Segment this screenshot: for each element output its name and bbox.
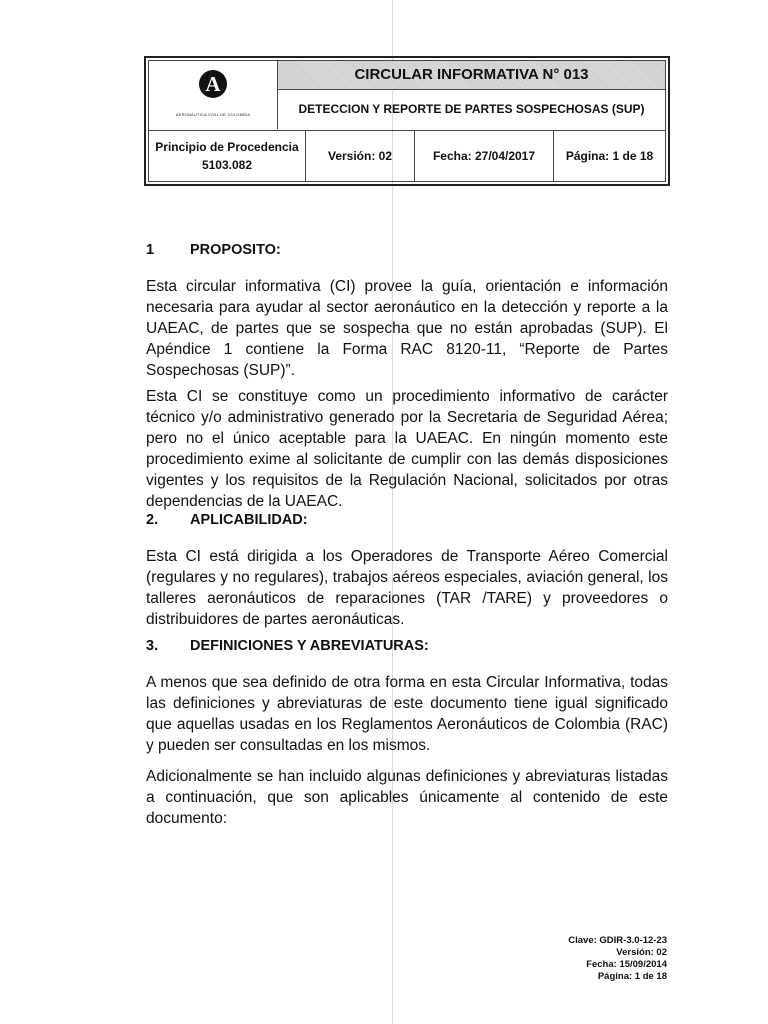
section-title: DEFINICIONES Y ABREVIATURAS:: [190, 638, 429, 654]
section-heading-proposito: [146, 242, 281, 258]
section-title: PROPOSITO:: [190, 242, 281, 258]
section-number: 1: [146, 242, 155, 258]
paragraph: Adicionalmente se han incluido algunas definiciones y abreviaturas listadas a continuación, que son aplicables únicamente al contenido de este documento:: [146, 768, 668, 827]
document-footer: [568, 935, 667, 983]
paragraph: Esta circular informativa (CI) provee la guía, orientación e información necesaria para ayudar al sector aeronáutico en la detección y reporte a la UAEAC, de partes que se sospecha que no están aprobadas (SUP). El Apéndice 1 contiene la Forma RAC 8120-11, “Reporte de Partes Sospechosas (SUP)”.: [146, 278, 668, 379]
document-subtitle: DETECCION Y REPORTE DE PARTES SOSPECHOSAS (SUP): [298, 102, 645, 116]
page-cell: Página: 1 de 18: [565, 149, 654, 163]
version-cell: Versión: 02: [306, 131, 415, 181]
logo-cell: [149, 61, 278, 129]
principle-cell: [149, 131, 306, 181]
paragraph: Esta CI está dirigida a los Operadores de Transporte Aéreo Comercial (regulares y no regulares), trabajos aéreos especiales, aviación general, los talleres aeronáuticos de reparaciones (TAR /TARE) y proveedores o distribuidores de partes aeronáuticas.: [146, 548, 668, 628]
section-number: 3.: [146, 638, 159, 654]
document-title: CIRCULAR INFORMATIVA N° 013: [278, 61, 665, 90]
section-number: 2.: [146, 512, 159, 528]
aerocivil-logo-icon: A: [199, 70, 227, 98]
principle-label: Principio de Procedencia: [155, 140, 299, 154]
footer-version: Versión: 02: [616, 947, 667, 958]
header-info-row: [149, 130, 665, 181]
footer-clave: Clave: GDIR-3.0-12-23: [568, 935, 667, 946]
footer-fecha: Fecha: 15/09/2014: [586, 959, 667, 970]
footer-pagina: Página: 1 de 18: [597, 971, 667, 982]
date-cell: Fecha: 27/04/2017: [415, 131, 554, 181]
section-title: APLICABILIDAD:: [190, 512, 308, 528]
section-heading-aplicabilidad: [146, 512, 308, 528]
section-heading-definiciones: [146, 638, 429, 654]
document-header-table: [144, 56, 670, 186]
paragraph: Esta CI se constituye como un procedimiento informativo de carácter técnico y/o administrativo generado por la Secretaria de Seguridad Aérea; pero no el único aceptable para la UAEAC. En ningún momento este procedimiento exime al solicitante de cumplir con las demás disposiciones vigentes y los requisitos de la Regulación Nacional, solicitados por otras dependencias de la UAEAC.: [146, 388, 668, 510]
logo-caption: AERONÁUTICA CIVIL DE COLOMBIA: [175, 112, 251, 117]
principle-code: 5103.082: [201, 158, 253, 172]
paragraph: A menos que sea definido de otra forma en esta Circular Informativa, todas las definiciones y abreviaturas de este documento tiene igual significado que aquellas usadas en los Reglamentos Aeronáuticos de Colombia (RAC) y pueden ser consultadas en los mismos.: [146, 674, 668, 754]
